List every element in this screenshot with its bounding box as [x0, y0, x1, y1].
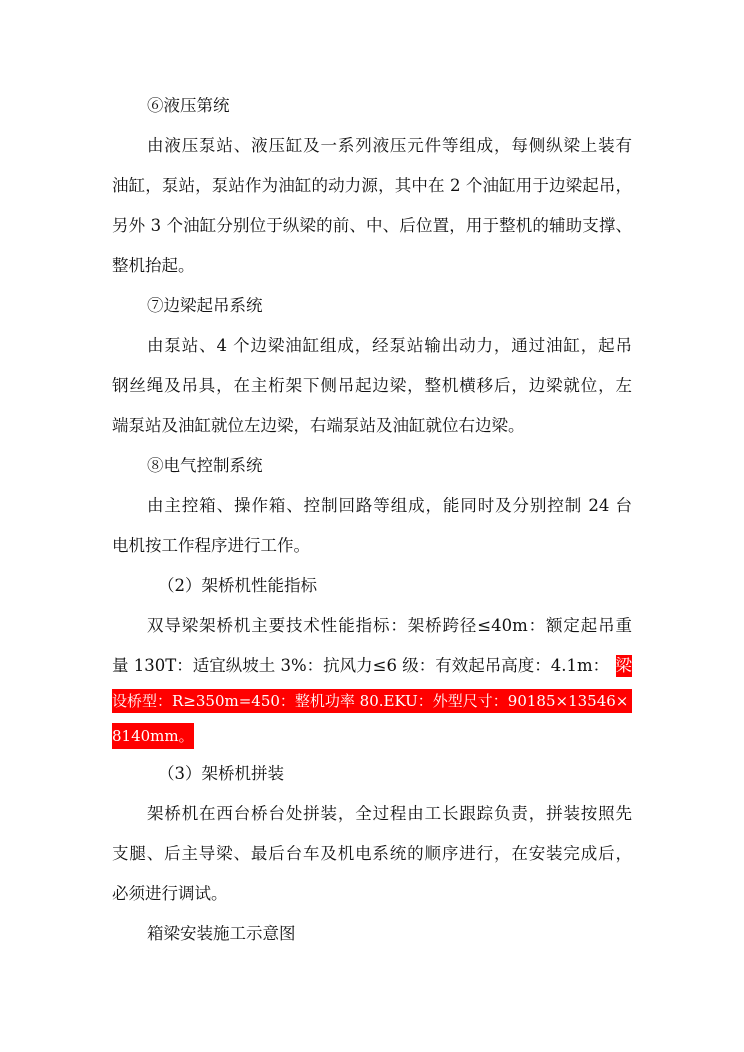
highlighted-text: 梁 [615, 656, 632, 675]
heading-assembly: （3）架桥机拼装 [158, 764, 284, 783]
paragraph-line: 整机抬起。 [112, 256, 195, 275]
paragraph-line: 另外 3 个油缸分别位于纵梁的前、中、后位置，用于整机的辅助支撑、 [112, 216, 632, 235]
paragraph-line: 由液压泵站、液压缸及一系列液压元件等组成，每侧纵梁上装有 [147, 136, 632, 155]
paragraph-line: 由泵站、4 个边梁油缸组成，经泵站输出动力，通过油缸，起吊 [147, 336, 632, 355]
paragraph-line: 双导梁架桥机主要技术性能指标：架桥跨径≤40m：额定起吊重 [147, 616, 632, 635]
paragraph-line: 由主控箱、操作箱、控制回路等组成，能同时及分别控制 24 台 [147, 496, 632, 515]
paragraph-line [112, 723, 194, 749]
highlighted-line: 设桥型：R≥350m=450：整机功率 80.EKU：外型尺寸：90185×13546× [112, 689, 632, 713]
heading-hydraulic-system: ⑥液压第统 [147, 96, 230, 115]
paragraph-line: 支腿、后主导梁、最后台车及机电系统的顺序进行，在安装完成后， [112, 844, 632, 863]
heading-edge-beam-lifting: ⑦边梁起吊系统 [147, 296, 263, 315]
heading-electrical-control: ⑧电气控制系统 [147, 456, 263, 475]
heading-performance-indicators: （2）架桥机性能指标 [158, 576, 317, 595]
paragraph-line: 钢丝绳及吊具，在主桁架下侧吊起边梁，整机横移后，边梁就位，左 [112, 376, 632, 395]
paragraph-line: 架桥机在西台桥台处拼装，全过程由工长跟踪负责，拼装按照先 [147, 804, 632, 823]
paragraph-line: 电机按工作程序进行工作。 [112, 536, 310, 555]
paragraph-line: 油缸，泵站，泵站作为油缸的动力源，其中在 2 个油缸用于边梁起吊， [112, 176, 632, 195]
paragraph-line: 必须进行调试。 [112, 884, 228, 903]
paragraph-text: 量 130T：适宜纵坡土 3%：抗风力≤6 级：有效起吊高度：4.1m： [112, 656, 610, 675]
paragraph-line [112, 655, 632, 677]
paragraph-line: 端泵站及油缸就位左边梁，右端泵站及油缸就位右边梁。 [112, 416, 525, 435]
highlighted-text: 8140mm。 [112, 723, 194, 749]
figure-caption: 箱梁安装施工示意图 [147, 924, 296, 943]
